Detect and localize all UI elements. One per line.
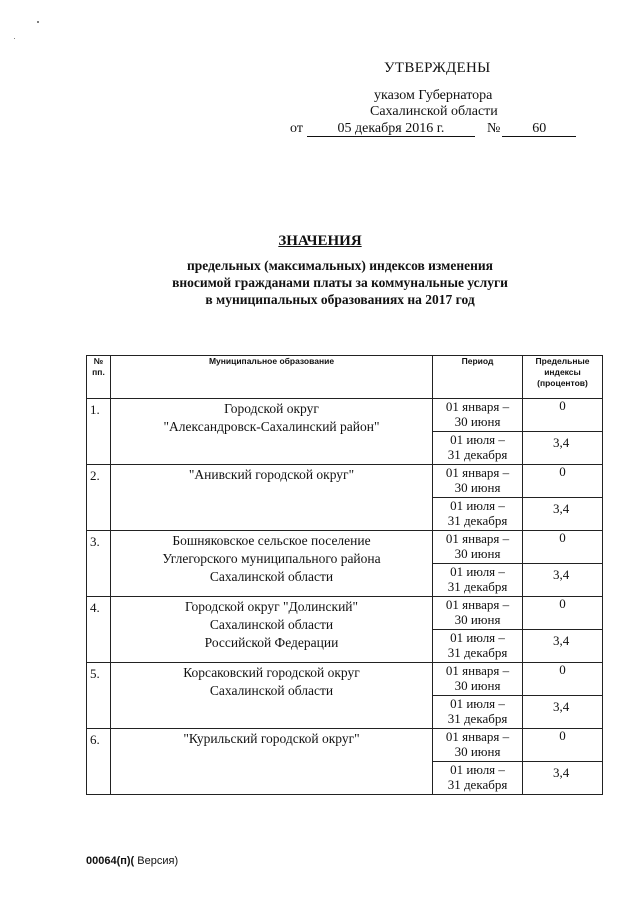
subtitle-line-1: предельных (максимальных) индексов изменения — [187, 258, 493, 273]
header-index: Предельные индексы (процентов) — [523, 356, 603, 399]
subtitle-line-3: в муниципальных образованиях на 2017 год — [205, 292, 475, 307]
row-number: 4. — [87, 597, 111, 663]
row-number: 2. — [87, 465, 111, 531]
approval-line-1: указом Губернатора — [374, 88, 493, 103]
municipality-name: "Курильский городской округ" — [111, 729, 433, 795]
row-number: 1. — [87, 399, 111, 465]
period-first-half: 01 января – 30 июня — [433, 597, 523, 630]
period-second-half: 01 июля – 31 декабря — [433, 762, 523, 795]
decree-date-line — [290, 121, 576, 137]
indices-table — [86, 355, 603, 795]
index-first-half: 0 — [523, 597, 603, 630]
period-second-half: 01 июля – 31 декабря — [433, 564, 523, 597]
municipality-name: Городской округ "Долинский" Сахалинской области Российской Федерации — [111, 597, 433, 663]
document-title: ЗНАЧЕНИЯ — [278, 233, 362, 249]
index-second-half: 3,4 — [523, 696, 603, 729]
index-second-half: 3,4 — [523, 762, 603, 795]
period-first-half: 01 января – 30 июня — [433, 663, 523, 696]
index-second-half: 3,4 — [523, 630, 603, 663]
period-second-half: 01 июля – 31 декабря — [433, 498, 523, 531]
table-row — [87, 399, 603, 432]
index-first-half: 0 — [523, 531, 603, 564]
header-period: Период — [433, 356, 523, 399]
municipality-name: Городской округ "Александровск-Сахалинский район" — [111, 399, 433, 465]
index-second-half: 3,4 — [523, 498, 603, 531]
table-row — [87, 531, 603, 564]
from-label: от — [290, 121, 303, 136]
index-first-half: 0 — [523, 729, 603, 762]
decree-date: 05 декабря 2016 г. — [307, 121, 475, 137]
row-number: 5. — [87, 663, 111, 729]
decree-number: 60 — [502, 121, 576, 137]
approval-line-2: Сахалинской области — [370, 104, 498, 119]
scan-speck — [14, 38, 15, 39]
index-first-half: 0 — [523, 399, 603, 432]
period-second-half: 01 июля – 31 декабря — [433, 630, 523, 663]
municipality-name: Корсаковский городской округ Сахалинской области — [111, 663, 433, 729]
period-second-half: 01 июля – 31 декабря — [433, 432, 523, 465]
number-label: № — [486, 121, 501, 136]
index-second-half: 3,4 — [523, 564, 603, 597]
index-first-half: 0 — [523, 663, 603, 696]
header-municipality: Муниципальное образование — [111, 356, 433, 399]
scan-speck — [37, 21, 39, 23]
table-row — [87, 465, 603, 498]
period-first-half: 01 января – 30 июня — [433, 465, 523, 498]
table-row — [87, 663, 603, 696]
period-first-half: 01 января – 30 июня — [433, 399, 523, 432]
header-number: № пп. — [87, 356, 111, 399]
row-number: 6. — [87, 729, 111, 795]
table-row — [87, 597, 603, 630]
table-row — [87, 729, 603, 762]
table-header-row — [87, 356, 603, 399]
period-first-half: 01 января – 30 июня — [433, 531, 523, 564]
period-second-half: 01 июля – 31 декабря — [433, 696, 523, 729]
row-number: 3. — [87, 531, 111, 597]
table-body — [87, 399, 603, 795]
footer-code: 00064(п)( Версия) — [86, 855, 179, 867]
municipality-name: Бошняковское сельское поселение Углегорского муниципального района Сахалинской области — [111, 531, 433, 597]
index-second-half: 3,4 — [523, 432, 603, 465]
index-first-half: 0 — [523, 465, 603, 498]
approved-heading: УТВЕРЖДЕНЫ — [384, 60, 491, 76]
subtitle-line-2: вносимой гражданами платы за коммунальные услуги — [172, 275, 508, 290]
period-first-half: 01 января – 30 июня — [433, 729, 523, 762]
document-subtitle — [0, 257, 640, 308]
municipality-name: "Анивский городской округ" — [111, 465, 433, 531]
